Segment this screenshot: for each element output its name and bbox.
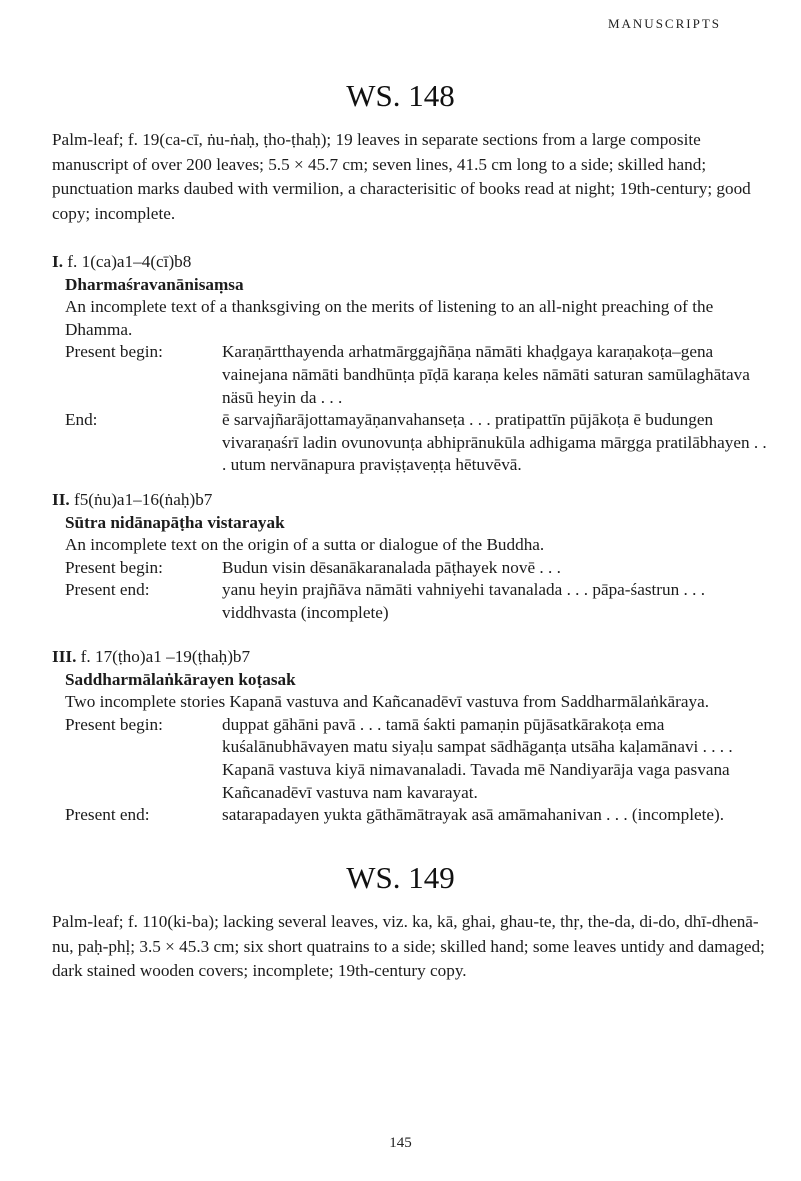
entry-description-ws149: Palm-leaf; f. 110(ki-ba); lacking several leaves, viz. ka, kā, ghai, ghau-te, thṛ, the-da, di-do, dhī-dhenā-nu, paḥ-phḷ; 3.5 × 45.3 cm; six short quatrains to a side; skilled hand; some leaves untidy and damaged; dark stained wooden covers; incomplete; 19th-century copy. xyxy=(52,912,765,980)
row-label: Present end: xyxy=(65,805,150,825)
row-label: Present begin: xyxy=(65,557,163,577)
row-text: Karaṇārtthayenda arhatmārggajñāṇa nāmāti khaḍgaya karaṇakoṭa–gena vainejana nāmāti bandhūnṭa pīḍā karaṇa keles nāmāti saturan samūlaghātava näsū heyin da . . . xyxy=(222,342,750,407)
section-3-number: III. xyxy=(52,647,77,666)
entry-description-ws148: Palm-leaf; f. 19(ca-cī, ṅu-ṅaḥ, ṭho-ṭhaḥ); 19 leaves in separate sections from a large composite manuscript of over 200 leaves; 5.5 × 45.7 cm; seven lines, 41.5 cm long to a side; skilled hand; punctuation marks daubed with vermilion, a characterisitic of books read at night; 19th-century; good copy; incomplete. xyxy=(52,130,751,223)
row-label: Present end: xyxy=(65,580,150,600)
row-text: Budun visin dēsanākaranalada pāṭhayek novē . . . xyxy=(222,557,561,577)
page-number: 145 xyxy=(389,1135,412,1151)
entry-title-ws148: WS. 148 xyxy=(346,78,455,113)
section-3-row-begin xyxy=(65,714,772,804)
section-2-number: II. xyxy=(52,490,70,509)
section-1-summary: An incomplete text of a thanksgiving on the merits of listening to an all-night preaching of the Dhamma. xyxy=(65,297,714,339)
section-2-reference xyxy=(52,489,772,512)
entry-title-ws149: WS. 149 xyxy=(346,860,455,895)
section-1-title: Dharmaśravanānisaṃsa xyxy=(65,274,244,294)
row-text: duppat gāhāni pavā . . . tamā śakti pamaṇin pūjāsatkārakoṭa ema kuśalānubhāvayen matu siyaḷu sampat sādhāganṭa utsāha kaḷamānavi . . . . Kapanā vastuva kiyā nimavanaladi. Tavada mē Nandiyarāja vaga pasvana Kañcanadēvī vastuva nam kavarayat. xyxy=(222,714,733,802)
row-label: Present begin: xyxy=(65,714,163,734)
section-3-title: Saddharmālaṅkārayen koṭasak xyxy=(65,669,296,689)
section-3-reference xyxy=(52,646,772,669)
section-2 xyxy=(52,489,772,625)
section-3 xyxy=(52,646,772,827)
section-2-summary: An incomplete text on the origin of a sutta or dialogue of the Buddha. xyxy=(65,535,545,555)
section-2-row-begin xyxy=(65,557,772,580)
section-1-row-end xyxy=(65,409,772,477)
section-2-folio: f5(ṅu)a1–16(ṅaḥ)b7 xyxy=(73,490,213,509)
section-1-number: I. xyxy=(52,252,63,271)
section-3-row-end xyxy=(65,804,772,827)
section-1-reference xyxy=(52,251,772,274)
section-2-row-end xyxy=(65,579,772,624)
section-1 xyxy=(52,251,772,477)
row-label: Present begin: xyxy=(65,342,163,362)
row-text: satarapadayen yukta gāthāmātrayak asā amāmahanivan . . . (incomplete). xyxy=(222,805,725,825)
section-1-folio: f. 1(ca)a1–4(cī)b8 xyxy=(67,252,192,271)
row-label: End: xyxy=(65,410,98,430)
running-header: MANUSCRIPTS xyxy=(607,16,721,31)
section-1-row-begin xyxy=(65,341,772,409)
row-text: yanu heyin prajñāva nāmāti vahniyehi tavanalada . . . pāpa-śastrun . . . viddhvasta (incomplete) xyxy=(222,580,705,622)
section-2-title: Sūtra nidānapāṭha vistarayak xyxy=(65,512,285,532)
section-3-summary: Two incomplete stories Kapanā vastuva and Kañcanadēvī vastuva from Saddharmālaṅkāraya. xyxy=(65,692,710,712)
section-3-folio: f. 17(ṭho)a1 –19(ṭhaḥ)b7 xyxy=(80,647,251,666)
row-text: ē sarvajñarājottamayāṇanvahanseṭa . . . pratipattīn pūjākoṭa ē budungen vivaraṇaśrī ladin ovunovunṭa abhiprānukūla adhigama mārgga pratilābhayen . . . utum nervānapura praviṣṭaveṇṭa hētuvēvā. xyxy=(222,410,767,475)
